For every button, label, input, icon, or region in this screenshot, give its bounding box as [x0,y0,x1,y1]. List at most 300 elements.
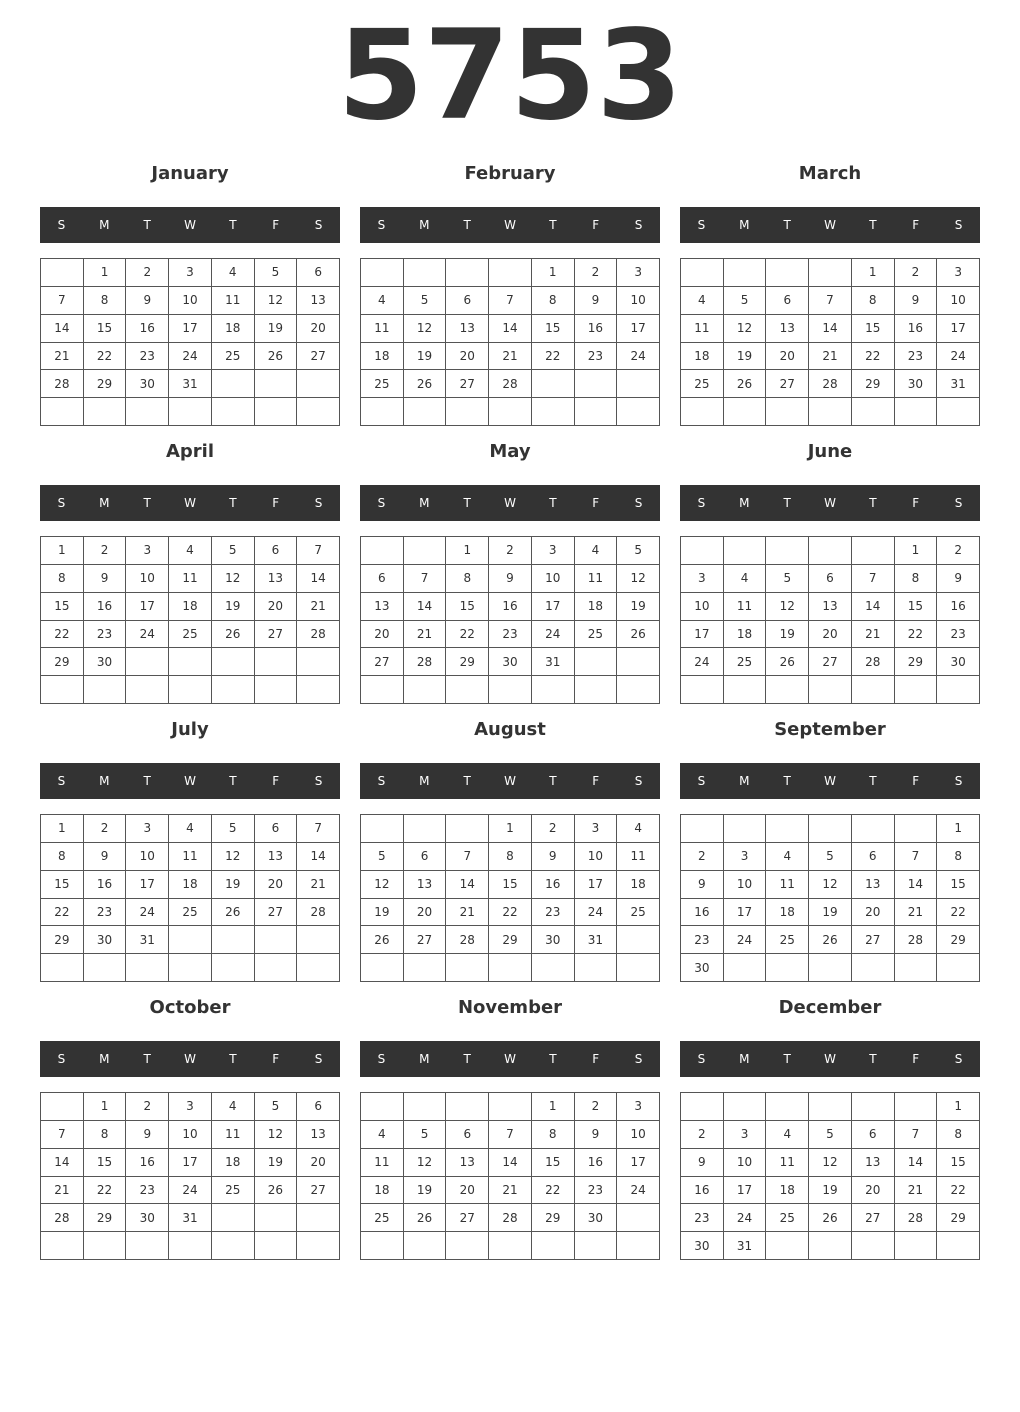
weekday-header [360,763,660,799]
day-cell: 23 [84,899,127,927]
weekday-label: T [783,774,791,788]
day-cell: 11 [681,315,724,343]
weekday-label: T [869,218,877,232]
day-cell: 20 [852,1177,895,1205]
day-cell: 16 [532,871,575,899]
day-cell: 26 [724,370,767,398]
day-cell: 11 [212,287,255,315]
weekday-label: M [419,774,430,788]
empty-cell [895,676,938,704]
day-cell: 11 [766,1149,809,1177]
empty-cell [361,398,404,426]
empty-cell [255,1204,298,1232]
day-cell: 19 [212,871,255,899]
day-cell: 12 [212,565,255,593]
day-cell: 10 [169,287,212,315]
empty-cell [446,954,489,982]
day-cell: 1 [489,815,532,843]
empty-cell [532,676,575,704]
day-cell: 24 [937,343,980,371]
empty-cell [681,537,724,565]
weekday-label: S [377,1052,386,1066]
day-cell: 30 [681,954,724,982]
day-cell: 2 [681,843,724,871]
day-cell: 17 [169,315,212,343]
weekday-label: S [634,1052,643,1066]
day-cell: 18 [617,871,660,899]
empty-cell [809,954,852,982]
weekday-label: S [634,218,643,232]
day-cell: 9 [126,1121,169,1149]
day-cell: 27 [852,926,895,954]
day-cell: 30 [126,370,169,398]
day-cell: 14 [895,871,938,899]
empty-cell [617,398,660,426]
day-cell: 10 [617,1121,660,1149]
day-cell: 20 [255,871,298,899]
empty-cell [809,1093,852,1121]
empty-cell [212,926,255,954]
day-cell: 22 [489,899,532,927]
day-cell: 20 [361,621,404,649]
empty-cell [41,1093,84,1121]
day-cell: 6 [361,565,404,593]
weekday-label: S [697,496,706,510]
day-cell: 17 [126,593,169,621]
empty-cell [404,398,447,426]
day-cell: 14 [41,315,84,343]
day-grid [360,814,660,982]
day-cell: 6 [255,537,298,565]
day-cell: 24 [126,621,169,649]
day-cell: 3 [126,815,169,843]
day-cell: 26 [404,370,447,398]
day-cell: 6 [404,843,447,871]
day-cell: 21 [489,343,532,371]
empty-cell [169,676,212,704]
day-cell: 19 [361,899,404,927]
empty-cell [404,815,447,843]
day-cell: 6 [255,815,298,843]
empty-cell [255,926,298,954]
day-cell: 10 [126,565,169,593]
weekday-label: T [143,774,151,788]
weekday-label: S [314,774,323,788]
day-cell: 13 [852,1149,895,1177]
weekday-label: S [314,496,323,510]
day-cell: 1 [937,1093,980,1121]
weekday-label: T [463,774,471,788]
day-cell: 31 [575,926,618,954]
empty-cell [489,1093,532,1121]
empty-cell [361,1093,404,1121]
month-title: May [489,441,531,462]
day-cell: 7 [41,1121,84,1149]
day-cell: 19 [809,899,852,927]
day-cell: 12 [724,315,767,343]
day-cell: 24 [617,343,660,371]
month-title: February [464,163,556,184]
day-cell: 19 [724,343,767,371]
empty-cell [212,676,255,704]
day-cell: 2 [84,815,127,843]
empty-cell [489,676,532,704]
empty-cell [617,1232,660,1260]
empty-cell [489,259,532,287]
day-cell: 10 [532,565,575,593]
empty-cell [724,537,767,565]
day-cell: 7 [489,1121,532,1149]
weekday-label: S [377,218,386,232]
day-cell: 9 [126,287,169,315]
empty-cell [212,1232,255,1260]
empty-cell [766,398,809,426]
weekday-label: F [592,1052,600,1066]
weekday-label: M [739,774,750,788]
empty-cell [532,1232,575,1260]
day-cell: 16 [126,1149,169,1177]
day-cell: 29 [937,1204,980,1232]
empty-cell [532,370,575,398]
empty-cell [532,954,575,982]
empty-cell [681,1093,724,1121]
day-cell: 3 [617,1093,660,1121]
empty-cell [852,954,895,982]
day-cell: 10 [681,593,724,621]
day-cell: 24 [724,1204,767,1232]
day-cell: 7 [809,287,852,315]
day-cell: 2 [489,537,532,565]
empty-cell [126,1232,169,1260]
day-cell: 22 [41,899,84,927]
empty-cell [169,398,212,426]
empty-cell [446,1232,489,1260]
day-cell: 30 [489,648,532,676]
empty-cell [361,815,404,843]
weekday-label: S [314,1052,323,1066]
day-cell: 27 [255,621,298,649]
empty-cell [41,398,84,426]
empty-cell [681,676,724,704]
weekday-label: W [824,218,836,232]
day-cell: 12 [404,1149,447,1177]
weekday-label: M [99,496,110,510]
day-cell: 29 [895,648,938,676]
empty-cell [766,676,809,704]
weekday-label: T [463,218,471,232]
day-cell: 18 [681,343,724,371]
weekday-label: S [634,774,643,788]
day-cell: 14 [852,593,895,621]
day-cell: 8 [532,287,575,315]
day-cell: 3 [126,537,169,565]
weekday-label: S [314,218,323,232]
day-cell: 31 [532,648,575,676]
weekday-label: T [463,496,471,510]
empty-cell [937,676,980,704]
weekday-label: S [634,496,643,510]
weekday-label: F [272,496,280,510]
weekday-label: F [272,1052,280,1066]
weekday-label: F [912,1052,920,1066]
empty-cell [724,954,767,982]
day-cell: 25 [766,926,809,954]
empty-cell [617,370,660,398]
day-cell: 4 [766,843,809,871]
empty-cell [937,1232,980,1260]
weekday-label: F [272,774,280,788]
weekday-label: F [912,774,920,788]
day-cell: 23 [937,621,980,649]
day-cell: 5 [255,259,298,287]
day-cell: 17 [169,1149,212,1177]
day-cell: 20 [255,593,298,621]
day-cell: 30 [575,1204,618,1232]
weekday-label: F [592,218,600,232]
day-cell: 22 [84,343,127,371]
day-cell: 15 [84,1149,127,1177]
weekday-label: S [954,218,963,232]
day-cell: 7 [852,565,895,593]
day-cell: 20 [297,315,340,343]
weekday-label: S [57,774,66,788]
day-cell: 12 [212,843,255,871]
weekday-label: T [549,1052,557,1066]
weekday-label: W [504,218,516,232]
day-cell: 22 [852,343,895,371]
day-cell: 4 [212,1093,255,1121]
day-cell: 29 [937,926,980,954]
day-cell: 28 [852,648,895,676]
day-cell: 29 [489,926,532,954]
weekday-label: F [272,218,280,232]
day-cell: 5 [617,537,660,565]
day-cell: 9 [84,565,127,593]
weekday-header [680,763,980,799]
day-cell: 11 [169,565,212,593]
weekday-label: W [824,1052,836,1066]
empty-cell [895,398,938,426]
day-cell: 22 [41,621,84,649]
day-cell: 6 [446,287,489,315]
day-cell: 23 [575,1177,618,1205]
day-cell: 30 [681,1232,724,1260]
weekday-header [360,207,660,243]
day-cell: 22 [937,1177,980,1205]
day-cell: 23 [489,621,532,649]
day-cell: 5 [255,1093,298,1121]
day-cell: 29 [41,648,84,676]
day-cell: 16 [575,315,618,343]
day-cell: 28 [41,370,84,398]
day-cell: 19 [404,343,447,371]
day-grid [40,536,340,704]
day-cell: 27 [766,370,809,398]
empty-cell [361,954,404,982]
day-cell: 27 [297,343,340,371]
day-cell: 14 [809,315,852,343]
day-grid [680,1092,980,1260]
day-cell: 2 [532,815,575,843]
day-cell: 28 [446,926,489,954]
day-cell: 23 [532,899,575,927]
day-cell: 14 [297,565,340,593]
empty-cell [297,648,340,676]
day-cell: 25 [575,621,618,649]
day-cell: 22 [895,621,938,649]
empty-cell [255,954,298,982]
day-cell: 31 [724,1232,767,1260]
day-cell: 1 [446,537,489,565]
empty-cell [446,1093,489,1121]
day-cell: 13 [809,593,852,621]
day-cell: 13 [446,1149,489,1177]
day-cell: 19 [255,315,298,343]
empty-cell [766,537,809,565]
day-cell: 17 [575,871,618,899]
empty-cell [446,815,489,843]
weekday-label: F [912,496,920,510]
day-cell: 7 [297,537,340,565]
empty-cell [575,1232,618,1260]
day-cell: 6 [297,1093,340,1121]
day-cell: 23 [84,621,127,649]
day-cell: 28 [809,370,852,398]
day-cell: 11 [212,1121,255,1149]
empty-cell [169,1232,212,1260]
year-title: 5753 [337,4,683,148]
empty-cell [681,815,724,843]
weekday-label: M [99,774,110,788]
day-cell: 10 [937,287,980,315]
weekday-label: T [229,774,237,788]
day-cell: 31 [937,370,980,398]
day-cell: 26 [766,648,809,676]
day-cell: 30 [126,1204,169,1232]
day-cell: 6 [852,843,895,871]
day-grid [40,814,340,982]
weekday-label: S [57,496,66,510]
day-cell: 8 [937,1121,980,1149]
empty-cell [446,259,489,287]
day-cell: 12 [809,1149,852,1177]
day-cell: 5 [212,537,255,565]
day-cell: 10 [724,1149,767,1177]
day-cell: 29 [41,926,84,954]
day-cell: 23 [575,343,618,371]
day-cell: 5 [404,1121,447,1149]
empty-cell [852,676,895,704]
day-cell: 28 [895,1204,938,1232]
empty-cell [361,259,404,287]
day-cell: 3 [575,815,618,843]
empty-cell [766,1093,809,1121]
weekday-label: W [824,774,836,788]
empty-cell [809,815,852,843]
day-cell: 13 [852,871,895,899]
empty-cell [575,954,618,982]
weekday-label: T [783,1052,791,1066]
day-cell: 15 [532,315,575,343]
day-cell: 18 [361,1177,404,1205]
empty-cell [212,648,255,676]
empty-cell [126,954,169,982]
empty-cell [361,1232,404,1260]
day-cell: 15 [532,1149,575,1177]
weekday-header [360,1041,660,1077]
day-cell: 28 [404,648,447,676]
month-title: November [457,997,563,1018]
weekday-label: F [912,218,920,232]
day-cell: 31 [126,926,169,954]
day-cell: 20 [766,343,809,371]
day-cell: 29 [532,1204,575,1232]
empty-cell [169,926,212,954]
day-cell: 17 [617,315,660,343]
day-cell: 14 [489,315,532,343]
day-cell: 6 [446,1121,489,1149]
weekday-label: M [739,218,750,232]
day-cell: 8 [895,565,938,593]
weekday-label: T [549,496,557,510]
weekday-header [680,207,980,243]
day-cell: 26 [617,621,660,649]
empty-cell [852,537,895,565]
day-cell: 17 [724,1177,767,1205]
day-cell: 13 [255,565,298,593]
day-cell: 3 [681,565,724,593]
empty-cell [575,676,618,704]
empty-cell [617,648,660,676]
empty-cell [852,815,895,843]
empty-cell [489,954,532,982]
empty-cell [575,648,618,676]
day-cell: 20 [404,899,447,927]
day-cell: 8 [84,287,127,315]
day-cell: 8 [41,843,84,871]
day-cell: 18 [212,315,255,343]
day-cell: 9 [532,843,575,871]
day-cell: 16 [84,871,127,899]
day-cell: 1 [84,1093,127,1121]
empty-cell [126,648,169,676]
weekday-label: T [783,218,791,232]
day-cell: 12 [617,565,660,593]
empty-cell [404,954,447,982]
weekday-header [40,1041,340,1077]
day-cell: 4 [766,1121,809,1149]
weekday-label: T [229,1052,237,1066]
day-cell: 10 [724,871,767,899]
weekday-label: T [229,496,237,510]
day-cell: 27 [361,648,404,676]
weekday-label: S [377,774,386,788]
day-cell: 15 [84,315,127,343]
day-cell: 29 [84,1204,127,1232]
empty-cell [84,954,127,982]
empty-cell [404,1232,447,1260]
day-cell: 3 [937,259,980,287]
day-cell: 9 [895,287,938,315]
weekday-label: S [954,1052,963,1066]
day-cell: 30 [937,648,980,676]
day-cell: 11 [361,1149,404,1177]
day-cell: 9 [681,1149,724,1177]
empty-cell [255,370,298,398]
day-cell: 8 [41,565,84,593]
weekday-label: T [143,1052,151,1066]
empty-cell [297,954,340,982]
